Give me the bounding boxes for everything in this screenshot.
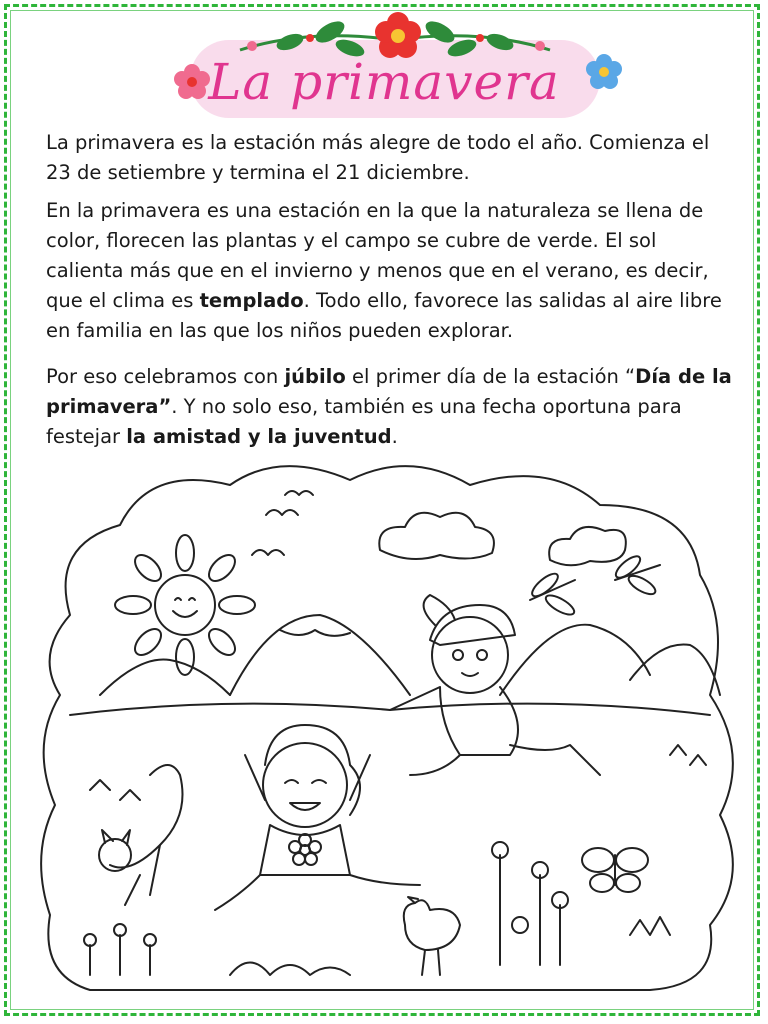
paragraph-nature-text-1: En la primavera es una estación en la que la naturaleza se llena de color, florecen las plantas y el campo se cubre de verde. El sol calienta más que en el invierno y menos que en el verano, es decir, que el clima es <box>46 199 709 312</box>
boy-icon <box>390 595 600 775</box>
bold-jubilo: júbilo <box>284 365 346 388</box>
cloud-icon <box>549 527 626 565</box>
girl-icon <box>215 725 420 910</box>
title-banner <box>0 0 768 130</box>
coloring-illustration <box>30 455 740 995</box>
paragraph-intro <box>46 128 736 188</box>
bold-templado: templado <box>199 289 304 312</box>
cloud-icon <box>379 513 494 559</box>
bird-icon <box>252 491 313 555</box>
bold-amistad: la amistad y la juventud <box>126 425 392 448</box>
paragraph-celebration <box>46 362 736 452</box>
paragraph-celebration-text-3: . Y no solo eso, también es una fecha oportuna para festejar <box>46 395 682 448</box>
bold-dia-primavera: Día de la primavera” <box>46 365 732 418</box>
paragraph-celebration-text-4: . <box>391 425 398 448</box>
scene-outline <box>41 466 733 990</box>
paragraph-intro-text: La primavera es la estación más alegre de todo el año. Comienza el 23 de setiembre y termina el 21 diciembre. <box>46 131 710 184</box>
paragraph-nature-text-2: . Todo ello, favorece las salidas al aire libre en familia en las que los niños pueden explorar. <box>46 289 722 342</box>
sun-icon <box>115 535 255 675</box>
paragraph-celebration-text-1: Por eso celebramos con <box>46 365 285 388</box>
butterfly-icon <box>582 848 648 892</box>
paragraph-celebration-text-2: el primer día de la estación “ <box>345 365 636 388</box>
paragraph-nature <box>46 196 736 346</box>
cat-icon <box>99 765 183 905</box>
chicken-icon <box>404 897 460 975</box>
dragonfly-icon <box>529 553 660 618</box>
page-title: La primavera <box>208 53 560 111</box>
